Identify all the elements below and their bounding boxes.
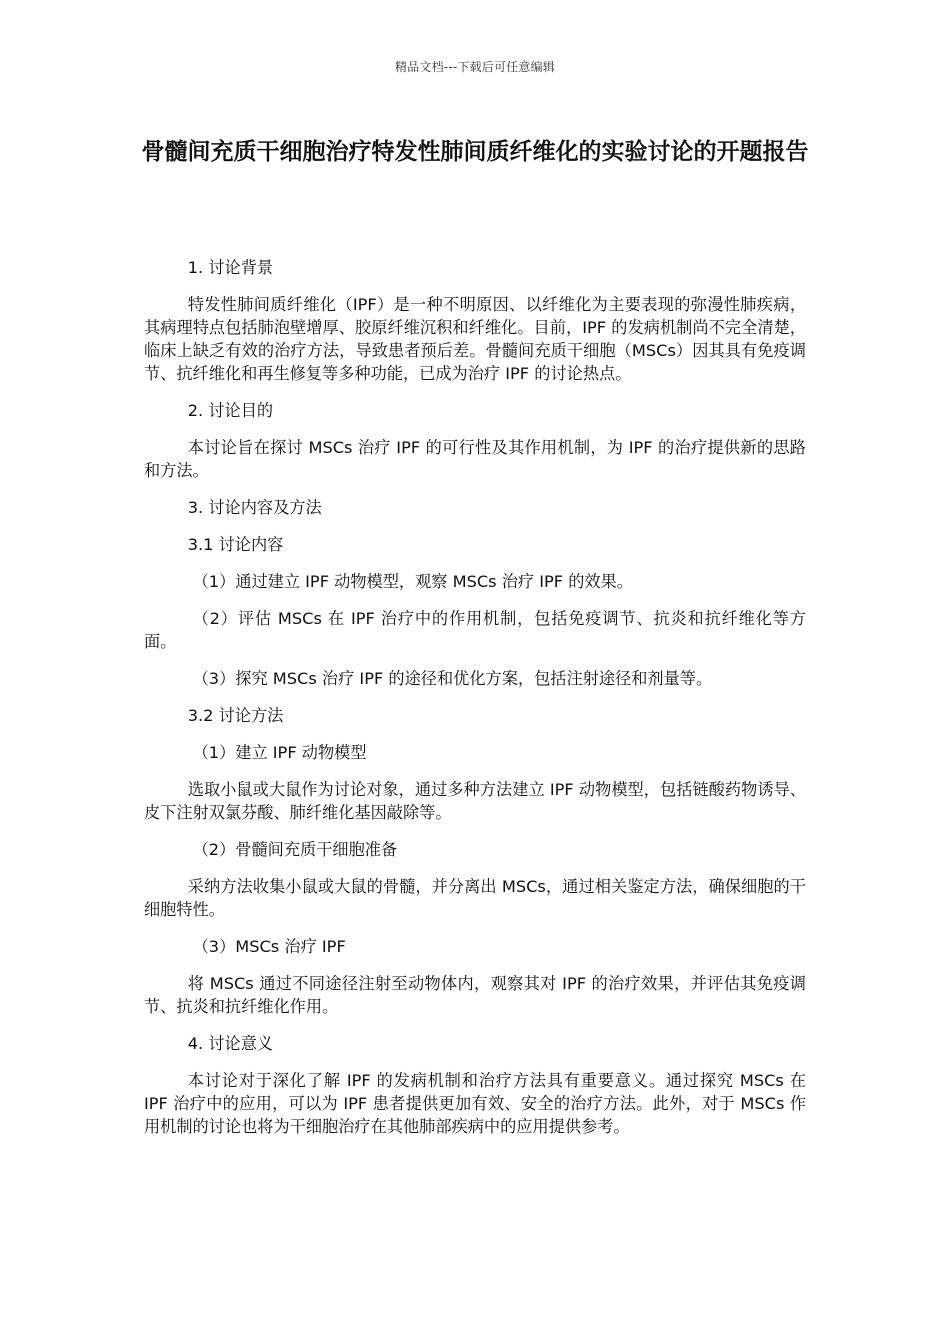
document-body [144, 256, 806, 1152]
content-item-1: （1）通过建立 IPF 动物模型，观察 MSCs 治疗 IPF 的效果。 [192, 572, 633, 591]
subsection-heading-content: 3.1 讨论内容 [187, 535, 284, 554]
method-heading-2: （2）骨髓间充质干细胞准备 [192, 840, 398, 859]
section-heading-background: 1. 讨论背景 [187, 258, 274, 277]
section-heading-content-methods: 3. 讨论内容及方法 [187, 498, 322, 517]
content-item-3: （3）探究 MSCs 治疗 IPF 的途径和优化方案，包括注射途径和剂量等。 [192, 669, 713, 688]
subsection-heading-methods: 3.2 讨论方法 [187, 706, 284, 725]
document-title: 骨髓间充质干细胞治疗特发性肺间质纤维化的实验讨论的开题报告 [141, 139, 809, 165]
method-paragraph-3: 将 MSCs 通过不同途径注射至动物体内，观察其对 IPF 的治疗效果，并评估其免疫调节、抗炎和抗纤维化作用。 [144, 974, 806, 1016]
header-note: 精品文档---下载后可任意编辑 [395, 60, 555, 74]
section-heading-significance: 4. 讨论意义 [187, 1034, 274, 1053]
method-paragraph-1: 选取小鼠或大鼠作为讨论对象，通过多种方法建立 IPF 动物模型，包括链酸药物诱导、皮下注射双氯芬酸、肺纤维化基因敲除等。 [144, 780, 806, 822]
method-paragraph-2: 采纳方法收集小鼠或大鼠的骨髓，并分离出 MSCs，通过相关鉴定方法，确保细胞的干细胞特性。 [144, 877, 806, 919]
paragraph-purpose: 本讨论旨在探讨 MSCs 治疗 IPF 的可行性及其作用机制，为 IPF 的治疗提供新的思路和方法。 [144, 438, 806, 480]
content-item-2: （2）评估 MSCs 在 IPF 治疗中的作用机制，包括免疫调节、抗炎和抗纤维化等方面。 [144, 609, 806, 651]
section-heading-purpose: 2. 讨论目的 [187, 401, 274, 420]
method-heading-3: （3）MSCs 治疗 IPF [192, 937, 346, 956]
paragraph-background: 特发性肺间质纤维化（IPF）是一种不明原因、以纤维化为主要表现的弥漫性肺疾病，其病理特点包括肺泡壁增厚、胶原纤维沉积和纤维化。目前，IPF 的发病机制尚不完全清楚，临床上缺乏有效的治疗方法，导致患者预后差。骨髓间充质干细胞（MSCs）因其具有免疫调节、抗纤维化和再生修复等多种功能，已成为治疗 IPF 的讨论热点。 [144, 295, 806, 383]
paragraph-significance: 本讨论对于深化了解 IPF 的发病机制和治疗方法具有重要意义。通过探究 MSCs 在 IPF 治疗中的应用，可以为 IPF 患者提供更加有效、安全的治疗方法。此外，对于 MSCs 作用机制的讨论也将为干细胞治疗在其他肺部疾病中的应用提供参考。 [144, 1071, 806, 1136]
method-heading-1: （1）建立 IPF 动物模型 [192, 743, 367, 762]
